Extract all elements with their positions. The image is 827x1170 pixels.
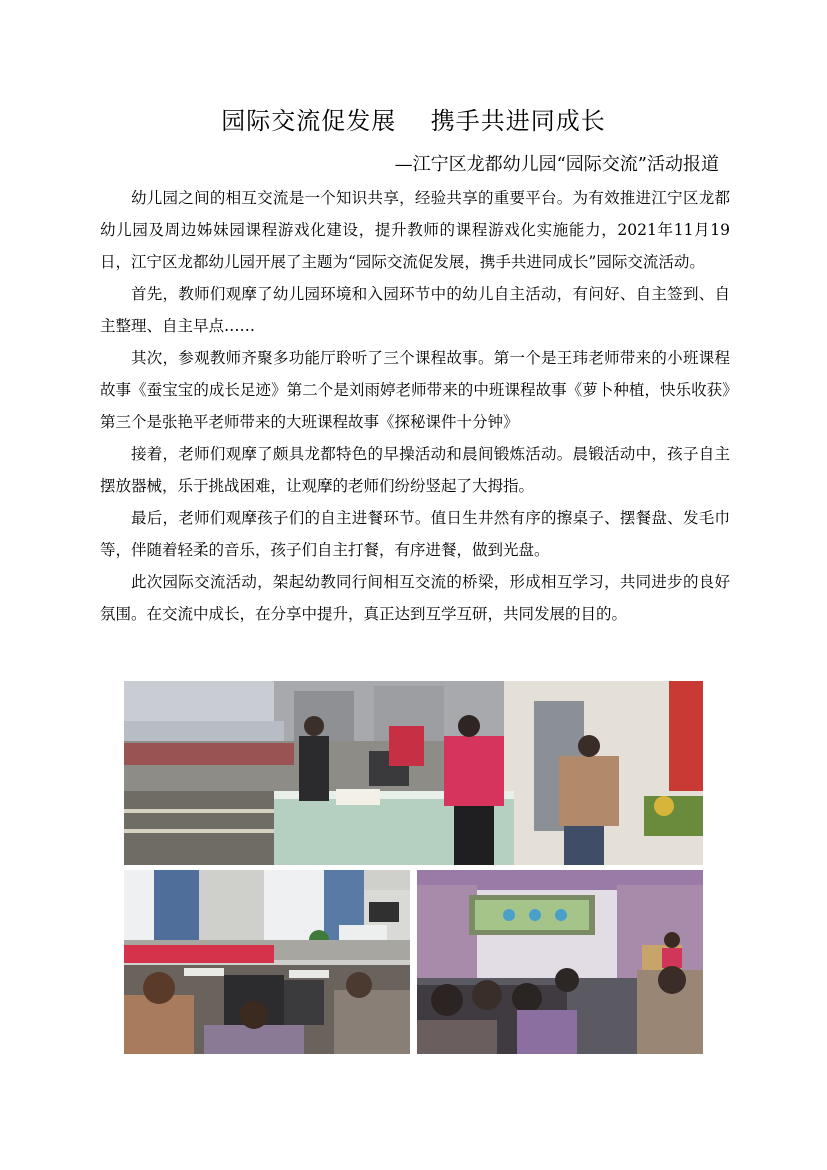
article-subtitle: —江宁区龙都幼儿园“园际交流”活动报道 [394, 154, 719, 175]
article-body [100, 182, 730, 630]
paragraph-summary: 此次园际交流活动，架起幼教同行间相互交流的桥梁，形成相互学习，共同进步的良好氛围。在交流中成长，在分享中提升，真正达到互学互研，共同发展的目的。 [100, 573, 730, 623]
paragraph-third: 接着，老师们观摩了颇具龙都特色的早操活动和晨间锻炼活动。晨锻活动中，孩子自主摆放器械，乐于挑战困难，让观摩的老师们纷纷竖起了大拇指。 [100, 445, 730, 495]
entrance-sign-in-photo [124, 681, 703, 865]
presentation-hall-photo [417, 870, 703, 1054]
paragraph-intro: 幼儿园之间的相互交流是一个知识共享，经验共享的重要平台。为有效推进江宁区龙都幼儿园及周边姊妹园课程游戏化建设，提升教师的课程游戏化实施能力，2021年11月19日，江宁区龙都幼儿园开展了主题为“园际交流促发展，携手共进同成长”园际交流活动。 [100, 189, 730, 271]
paragraph-first: 首先，教师们观摩了幼儿园环境和入园环节中的幼儿自主活动，有问好、自主签到、自主整理、自主早点…… [100, 285, 730, 335]
classroom-meeting-photo [124, 870, 410, 1054]
article-title: 园际交流促发展 携手共进同成长 [221, 107, 606, 135]
paragraph-second: 其次，参观教师齐聚多功能厅聆听了三个课程故事。第一个是王玮老师带来的小班课程故事《蚕宝宝的成长足迹》第二个是刘雨婷老师带来的中班课程故事《萝卜种植，快乐收获》第三个是张艳平老师带来的大班课程故事《探秘课件十分钟》 [100, 349, 730, 431]
paragraph-last: 最后，老师们观摩孩子们的自主进餐环节。值日生井然有序的擦桌子、摆餐盘、发毛巾等，伴随着轻柔的音乐，孩子们自主打餐，有序进餐，做到光盘。 [100, 509, 730, 559]
